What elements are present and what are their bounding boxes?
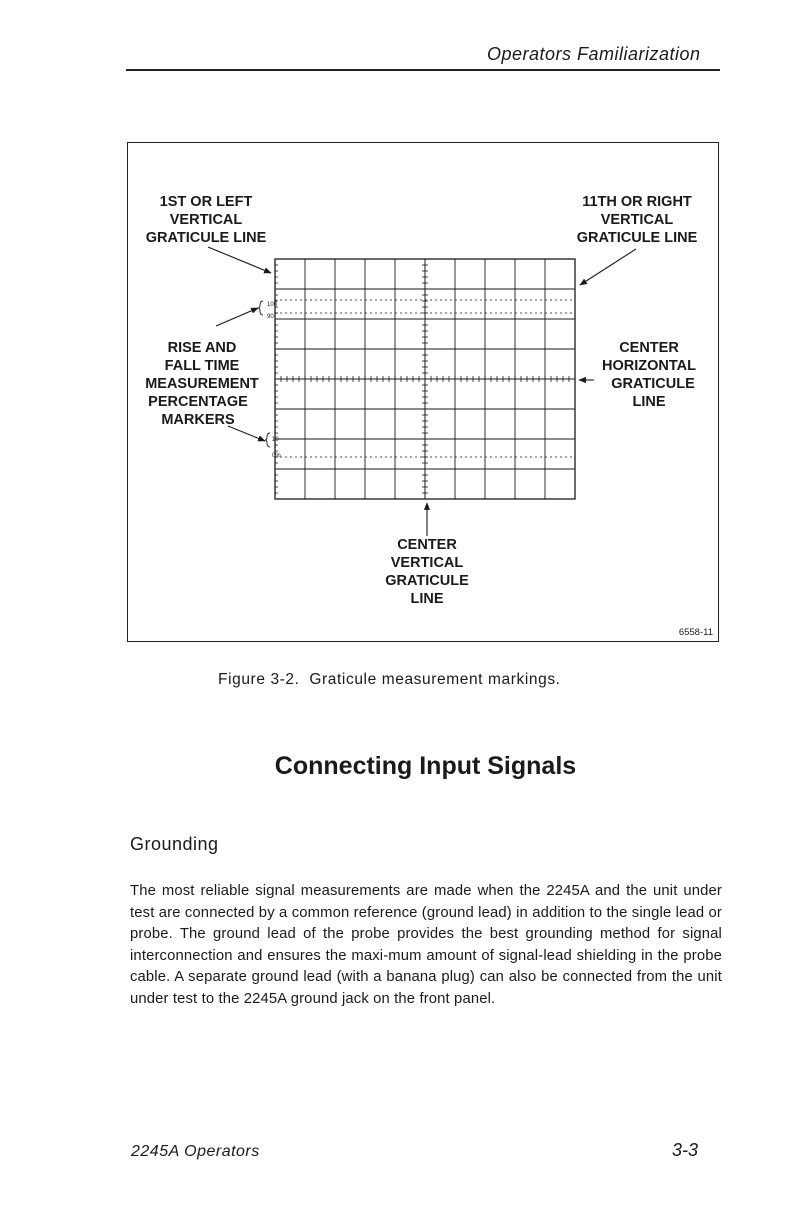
marker-100: 100: [267, 302, 278, 308]
marker-10: 10: [272, 437, 279, 443]
svg-text:GRATICULE: GRATICULE: [385, 573, 469, 589]
left-line-arrow: [208, 247, 271, 273]
markers-arrow-upper: [216, 308, 258, 326]
subheading: Grounding: [130, 834, 219, 854]
svg-text:CENTER: CENTER: [397, 537, 457, 553]
marker-90: 90: [267, 314, 274, 320]
svg-text:GRATICULE LINE: GRATICULE LINE: [145, 230, 267, 246]
svg-text:GRATICULE: GRATICULE: [611, 376, 695, 392]
svg-text:LINE: LINE: [632, 394, 666, 410]
section-title-wrapper: [0, 752, 803, 781]
svg-text:RISE AND: RISE AND: [167, 340, 237, 356]
svg-text:MARKERS: MARKERS: [161, 412, 235, 428]
figure-id: 6558-11: [678, 627, 713, 638]
svg-text:VERTICAL: VERTICAL: [390, 555, 464, 571]
footer-manual-name: 2245A Operators: [131, 1143, 260, 1160]
right-line-arrow: [580, 249, 636, 285]
graticule-figure: [128, 143, 720, 643]
svg-text:CENTER: CENTER: [619, 340, 679, 356]
svg-text:HORIZONTAL: HORIZONTAL: [602, 358, 696, 374]
label-center-vertical-line: [385, 537, 469, 607]
caption-text: Graticule measurement markings.: [309, 671, 561, 688]
marker-brackets: [258, 301, 270, 447]
body-paragraph: The most reliable signal measurements are made when the 2245A and the unit under test are connected by a common reference (ground lead) in addition to the single lead or probe. The ground lead of the probe provides the best grounding method for signal interconnection and ensures the maxi-mum amount of signal-lead shielding in the probe cable. A separate ground lead (with a banana plug) can also be connected from the unit under test to the 2245A ground jack on the front panel.: [130, 883, 722, 1007]
svg-text:1ST OR LEFT: 1ST OR LEFT: [159, 194, 253, 210]
caption-number: Figure 3-2.: [218, 671, 300, 688]
section-title: Connecting Input Signals: [274, 752, 577, 780]
running-header: Operators Familiarization: [487, 44, 701, 64]
svg-text:GRATICULE LINE: GRATICULE LINE: [576, 230, 698, 246]
svg-text:11TH OR RIGHT: 11TH OR RIGHT: [582, 194, 692, 210]
label-right-vertical-line: [577, 194, 698, 246]
figure-caption: [218, 671, 561, 689]
svg-text:FALL TIME: FALL TIME: [164, 358, 240, 374]
header-rule: [126, 69, 720, 71]
svg-text:MEASUREMENT: MEASUREMENT: [145, 376, 259, 392]
graticule-grid: [275, 259, 575, 499]
svg-text:PERCENTAGE: PERCENTAGE: [148, 394, 248, 410]
svg-text:VERTICAL: VERTICAL: [169, 212, 243, 228]
marker-0: 0%: [272, 453, 281, 459]
label-center-horizontal-line: [602, 340, 696, 410]
svg-text:LINE: LINE: [410, 591, 444, 607]
label-left-vertical-line: [146, 194, 267, 246]
markers-arrow-lower: [228, 426, 265, 441]
figure-frame: [127, 142, 719, 642]
page-number: 3-3: [672, 1140, 699, 1160]
label-percentage-markers: [145, 340, 259, 428]
svg-text:VERTICAL: VERTICAL: [600, 212, 674, 228]
